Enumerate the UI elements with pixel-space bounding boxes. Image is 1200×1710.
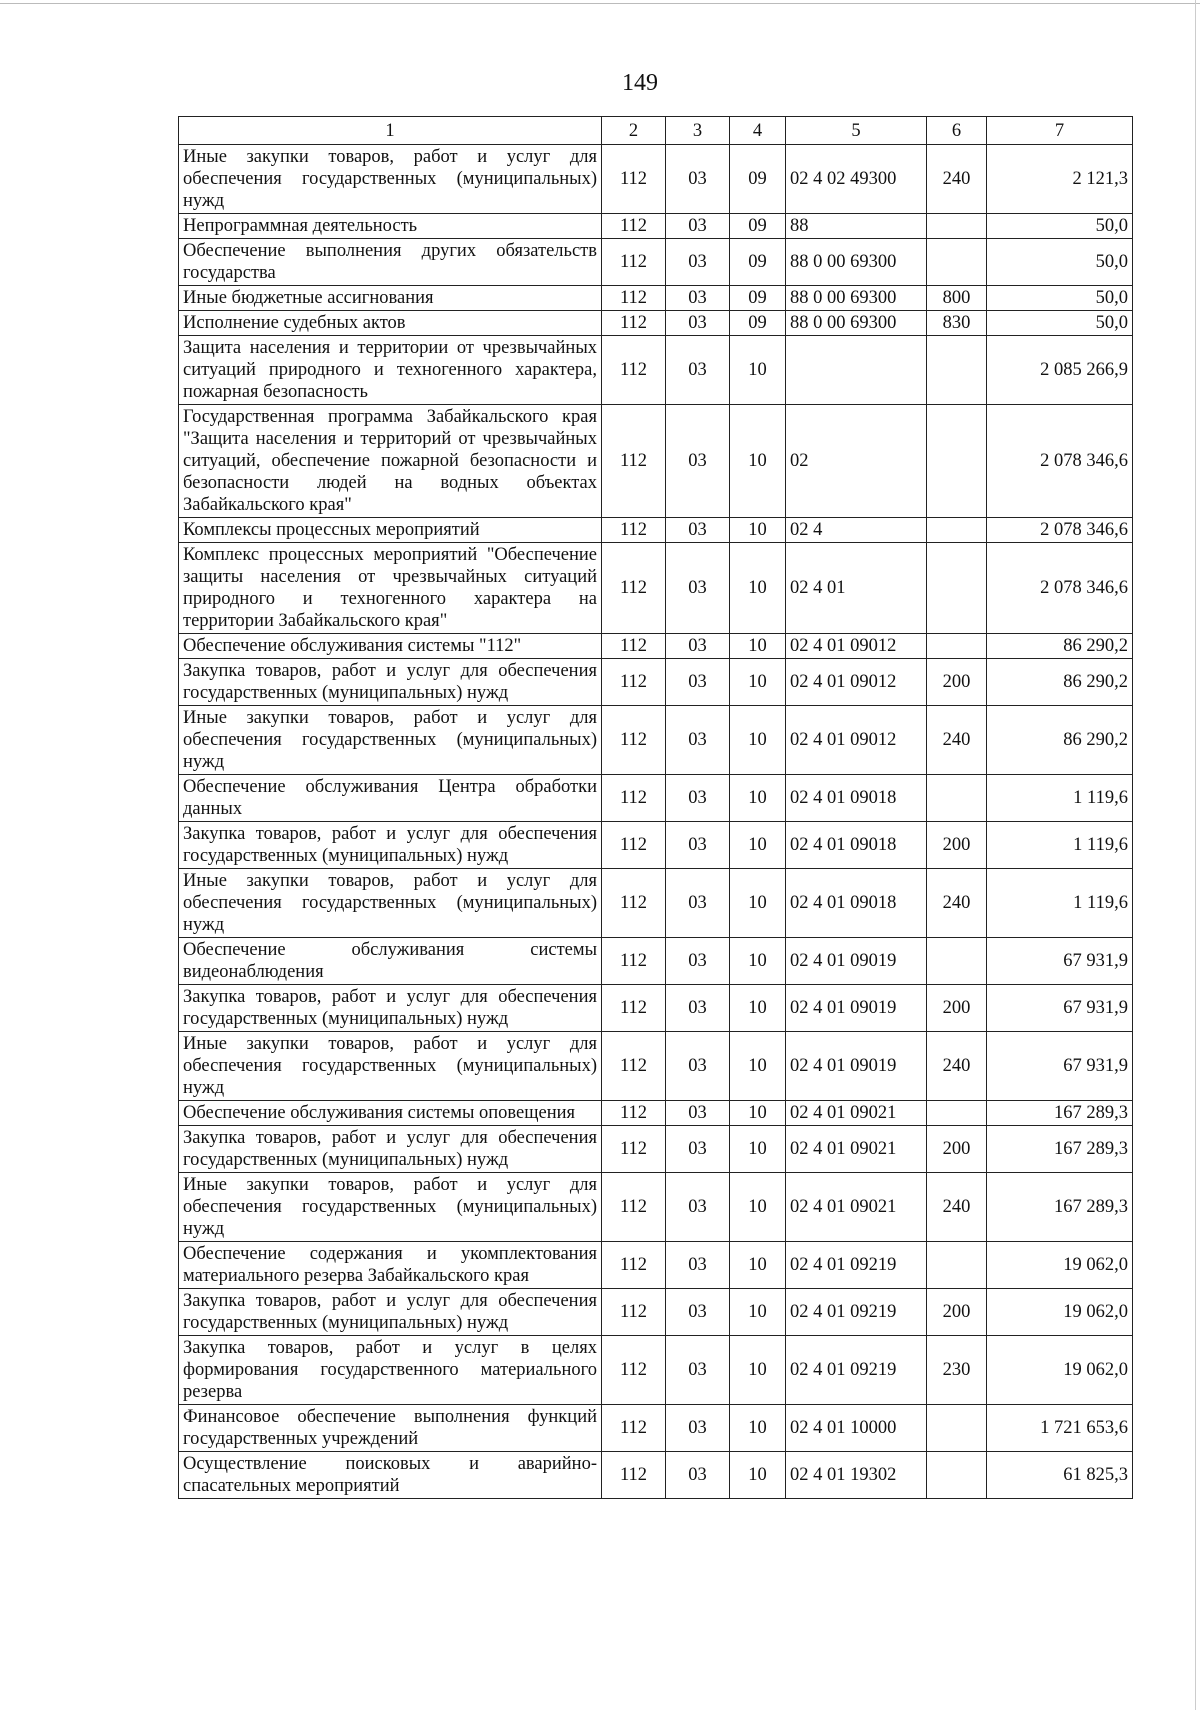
expense-type-cell [927, 775, 987, 822]
subsection-code-cell: 10 [730, 822, 786, 869]
table-row [179, 145, 1133, 214]
target-article-cell [786, 336, 927, 405]
header-cell: 5 [786, 117, 927, 145]
ministry-code-cell: 112 [602, 1173, 666, 1242]
table-row [179, 1452, 1133, 1499]
amount-cell: 50,0 [987, 286, 1133, 311]
subsection-code-cell: 10 [730, 1336, 786, 1405]
subsection-code-cell: 10 [730, 634, 786, 659]
expense-type-cell: 240 [927, 1173, 987, 1242]
ministry-code-cell: 112 [602, 985, 666, 1032]
table-row [179, 1242, 1133, 1289]
section-code-cell: 03 [666, 543, 730, 634]
amount-cell: 50,0 [987, 214, 1133, 239]
amount-cell: 1 119,6 [987, 822, 1133, 869]
expense-type-cell: 830 [927, 311, 987, 336]
expense-name-cell: Иные закупки товаров, работ и услуг для обеспечения государственных (муниципальных) нужд [179, 706, 602, 775]
ministry-code-cell: 112 [602, 1242, 666, 1289]
subsection-code-cell: 10 [730, 336, 786, 405]
amount-cell: 50,0 [987, 311, 1133, 336]
ministry-code-cell: 112 [602, 286, 666, 311]
table-row [179, 1101, 1133, 1126]
ministry-code-cell: 112 [602, 145, 666, 214]
expense-name-cell: Исполнение судебных актов [179, 311, 602, 336]
section-code-cell: 03 [666, 1126, 730, 1173]
table-row [179, 518, 1133, 543]
expense-name-cell: Иные закупки товаров, работ и услуг для обеспечения государственных (муниципальных) нужд [179, 869, 602, 938]
expense-type-cell [927, 1242, 987, 1289]
amount-cell: 86 290,2 [987, 634, 1133, 659]
subsection-code-cell: 10 [730, 706, 786, 775]
ministry-code-cell: 112 [602, 1289, 666, 1336]
ministry-code-cell: 112 [602, 1101, 666, 1126]
expense-type-cell [927, 1452, 987, 1499]
subsection-code-cell: 09 [730, 286, 786, 311]
header-cell: 2 [602, 117, 666, 145]
amount-cell: 19 062,0 [987, 1242, 1133, 1289]
expense-name-cell: Финансовое обеспечение выполнения функций государственных учреждений [179, 1405, 602, 1452]
expense-type-cell: 800 [927, 286, 987, 311]
expense-type-cell: 230 [927, 1336, 987, 1405]
expense-type-cell: 240 [927, 869, 987, 938]
subsection-code-cell: 10 [730, 518, 786, 543]
section-code-cell: 03 [666, 1032, 730, 1101]
section-code-cell: 03 [666, 214, 730, 239]
expense-name-cell: Обеспечение обслуживания Центра обработки данных [179, 775, 602, 822]
table-row [179, 311, 1133, 336]
expense-name-cell: Иные закупки товаров, работ и услуг для обеспечения государственных (муниципальных) нужд [179, 1032, 602, 1101]
ministry-code-cell: 112 [602, 869, 666, 938]
section-code-cell: 03 [666, 1336, 730, 1405]
amount-cell: 50,0 [987, 239, 1133, 286]
target-article-cell: 02 4 01 09021 [786, 1126, 927, 1173]
target-article-cell: 02 4 01 09012 [786, 634, 927, 659]
expense-name-cell: Иные закупки товаров, работ и услуг для обеспечения государственных (муниципальных) нужд [179, 145, 602, 214]
expense-type-cell: 200 [927, 985, 987, 1032]
ministry-code-cell: 112 [602, 706, 666, 775]
target-article-cell: 02 4 01 09012 [786, 659, 927, 706]
section-code-cell: 03 [666, 822, 730, 869]
target-article-cell: 02 4 01 09021 [786, 1101, 927, 1126]
amount-cell: 67 931,9 [987, 938, 1133, 985]
amount-cell: 2 121,3 [987, 145, 1133, 214]
table-row [179, 1405, 1133, 1452]
section-code-cell: 03 [666, 938, 730, 985]
ministry-code-cell: 112 [602, 634, 666, 659]
amount-cell: 1 119,6 [987, 869, 1133, 938]
target-article-cell: 02 4 01 09019 [786, 985, 927, 1032]
section-code-cell: 03 [666, 239, 730, 286]
ministry-code-cell: 112 [602, 543, 666, 634]
expense-name-cell: Закупка товаров, работ и услуг в целях формирования государственного материального резерва [179, 1336, 602, 1405]
table-row [179, 634, 1133, 659]
expense-type-cell: 200 [927, 1126, 987, 1173]
expense-type-cell: 240 [927, 706, 987, 775]
subsection-code-cell: 10 [730, 775, 786, 822]
section-code-cell: 03 [666, 286, 730, 311]
section-code-cell: 03 [666, 145, 730, 214]
amount-cell: 19 062,0 [987, 1289, 1133, 1336]
subsection-code-cell: 09 [730, 311, 786, 336]
ministry-code-cell: 112 [602, 938, 666, 985]
budget-table [178, 116, 1133, 1499]
ministry-code-cell: 112 [602, 1452, 666, 1499]
expense-type-cell [927, 1405, 987, 1452]
expense-name-cell: Обеспечение обслуживания системы видеонаблюдения [179, 938, 602, 985]
table-row [179, 214, 1133, 239]
table-row [179, 239, 1133, 286]
subsection-code-cell: 10 [730, 1173, 786, 1242]
table-row [179, 706, 1133, 775]
table-row [179, 1336, 1133, 1405]
page-number: 149 [622, 70, 658, 96]
target-article-cell: 02 4 01 [786, 543, 927, 634]
expense-name-cell: Осуществление поисковых и аварийно-спасательных мероприятий [179, 1452, 602, 1499]
target-article-cell: 02 4 01 09021 [786, 1173, 927, 1242]
subsection-code-cell: 10 [730, 985, 786, 1032]
section-code-cell: 03 [666, 1289, 730, 1336]
target-article-cell: 88 0 00 69300 [786, 286, 927, 311]
section-code-cell: 03 [666, 1101, 730, 1126]
target-article-cell: 02 4 01 10000 [786, 1405, 927, 1452]
ministry-code-cell: 112 [602, 775, 666, 822]
ministry-code-cell: 112 [602, 336, 666, 405]
expense-type-cell [927, 405, 987, 518]
table-row [179, 1126, 1133, 1173]
amount-cell: 86 290,2 [987, 706, 1133, 775]
expense-name-cell: Комплекс процессных мероприятий "Обеспечение защиты населения от чрезвычайных ситуаций природного и техногенного характера на территории Забайкальского края" [179, 543, 602, 634]
table-row [179, 659, 1133, 706]
target-article-cell: 02 4 01 09018 [786, 822, 927, 869]
expense-type-cell [927, 634, 987, 659]
expense-name-cell: Государственная программа Забайкальского края "Защита населения и территорий от чрезвычайных ситуаций, обеспечение пожарной безопасности и безопасности людей на водных объектах Забайкальского края" [179, 405, 602, 518]
expense-name-cell: Обеспечение обслуживания системы "112" [179, 634, 602, 659]
subsection-code-cell: 09 [730, 145, 786, 214]
table-row [179, 1173, 1133, 1242]
target-article-cell: 02 4 01 09219 [786, 1336, 927, 1405]
section-code-cell: 03 [666, 659, 730, 706]
section-code-cell: 03 [666, 985, 730, 1032]
expense-name-cell: Обеспечение выполнения других обязательств государства [179, 239, 602, 286]
expense-name-cell: Непрограммная деятельность [179, 214, 602, 239]
table-header-row [179, 117, 1133, 145]
target-article-cell: 02 4 02 49300 [786, 145, 927, 214]
expense-type-cell: 200 [927, 1289, 987, 1336]
table-row [179, 405, 1133, 518]
target-article-cell: 02 4 01 19302 [786, 1452, 927, 1499]
table-row [179, 869, 1133, 938]
amount-cell: 167 289,3 [987, 1173, 1133, 1242]
expense-name-cell: Обеспечение содержания и укомплектования материального резерва Забайкальского края [179, 1242, 602, 1289]
target-article-cell: 02 4 01 09219 [786, 1289, 927, 1336]
subsection-code-cell: 10 [730, 1242, 786, 1289]
amount-cell: 61 825,3 [987, 1452, 1133, 1499]
section-code-cell: 03 [666, 405, 730, 518]
scan-right-edge [1195, 0, 1196, 1710]
ministry-code-cell: 112 [602, 659, 666, 706]
table-row [179, 336, 1133, 405]
table-row [179, 822, 1133, 869]
expense-name-cell: Комплексы процессных мероприятий [179, 518, 602, 543]
ministry-code-cell: 112 [602, 214, 666, 239]
expense-name-cell: Обеспечение обслуживания системы оповещения [179, 1101, 602, 1126]
expense-name-cell: Закупка товаров, работ и услуг для обеспечения государственных (муниципальных) нужд [179, 985, 602, 1032]
expense-type-cell [927, 214, 987, 239]
ministry-code-cell: 112 [602, 518, 666, 543]
subsection-code-cell: 10 [730, 1032, 786, 1101]
amount-cell: 67 931,9 [987, 1032, 1133, 1101]
target-article-cell: 02 4 01 09018 [786, 869, 927, 938]
section-code-cell: 03 [666, 336, 730, 405]
expense-name-cell: Защита населения и территории от чрезвычайных ситуаций природного и техногенного характера, пожарная безопасность [179, 336, 602, 405]
expense-name-cell: Закупка товаров, работ и услуг для обеспечения государственных (муниципальных) нужд [179, 659, 602, 706]
header-cell: 3 [666, 117, 730, 145]
section-code-cell: 03 [666, 869, 730, 938]
ministry-code-cell: 112 [602, 1032, 666, 1101]
subsection-code-cell: 10 [730, 938, 786, 985]
target-article-cell: 88 0 00 69300 [786, 239, 927, 286]
expense-type-cell: 240 [927, 1032, 987, 1101]
amount-cell: 67 931,9 [987, 985, 1133, 1032]
expense-type-cell: 200 [927, 822, 987, 869]
ministry-code-cell: 112 [602, 405, 666, 518]
subsection-code-cell: 10 [730, 659, 786, 706]
subsection-code-cell: 09 [730, 239, 786, 286]
section-code-cell: 03 [666, 706, 730, 775]
ministry-code-cell: 112 [602, 1336, 666, 1405]
amount-cell: 2 078 346,6 [987, 543, 1133, 634]
expense-name-cell: Закупка товаров, работ и услуг для обеспечения государственных (муниципальных) нужд [179, 1126, 602, 1173]
subsection-code-cell: 10 [730, 1405, 786, 1452]
target-article-cell: 02 [786, 405, 927, 518]
ministry-code-cell: 112 [602, 311, 666, 336]
table-row [179, 985, 1133, 1032]
expense-type-cell [927, 239, 987, 286]
scan-top-edge [0, 3, 1200, 4]
expense-type-cell: 240 [927, 145, 987, 214]
expense-type-cell [927, 336, 987, 405]
section-code-cell: 03 [666, 775, 730, 822]
subsection-code-cell: 10 [730, 869, 786, 938]
table-row [179, 775, 1133, 822]
section-code-cell: 03 [666, 1452, 730, 1499]
target-article-cell: 02 4 01 09219 [786, 1242, 927, 1289]
subsection-code-cell: 10 [730, 1101, 786, 1126]
section-code-cell: 03 [666, 1173, 730, 1242]
target-article-cell: 02 4 01 09018 [786, 775, 927, 822]
subsection-code-cell: 10 [730, 405, 786, 518]
ministry-code-cell: 112 [602, 239, 666, 286]
ministry-code-cell: 112 [602, 1126, 666, 1173]
target-article-cell: 88 0 00 69300 [786, 311, 927, 336]
expense-type-cell [927, 1101, 987, 1126]
section-code-cell: 03 [666, 634, 730, 659]
target-article-cell: 02 4 01 09019 [786, 938, 927, 985]
expense-name-cell: Иные закупки товаров, работ и услуг для обеспечения государственных (муниципальных) нужд [179, 1173, 602, 1242]
ministry-code-cell: 112 [602, 822, 666, 869]
amount-cell: 19 062,0 [987, 1336, 1133, 1405]
expense-name-cell: Закупка товаров, работ и услуг для обеспечения государственных (муниципальных) нужд [179, 822, 602, 869]
expense-type-cell [927, 543, 987, 634]
expense-name-cell: Иные бюджетные ассигнования [179, 286, 602, 311]
target-article-cell: 88 [786, 214, 927, 239]
table-row [179, 1032, 1133, 1101]
amount-cell: 167 289,3 [987, 1101, 1133, 1126]
expense-type-cell [927, 518, 987, 543]
header-cell: 1 [179, 117, 602, 145]
amount-cell: 167 289,3 [987, 1126, 1133, 1173]
section-code-cell: 03 [666, 518, 730, 543]
header-cell: 7 [987, 117, 1133, 145]
expense-type-cell [927, 938, 987, 985]
subsection-code-cell: 10 [730, 1452, 786, 1499]
subsection-code-cell: 09 [730, 214, 786, 239]
amount-cell: 2 078 346,6 [987, 405, 1133, 518]
amount-cell: 2 078 346,6 [987, 518, 1133, 543]
table-row [179, 938, 1133, 985]
section-code-cell: 03 [666, 1242, 730, 1289]
subsection-code-cell: 10 [730, 1289, 786, 1336]
expense-name-cell: Закупка товаров, работ и услуг для обеспечения государственных (муниципальных) нужд [179, 1289, 602, 1336]
table-row [179, 543, 1133, 634]
table-row [179, 286, 1133, 311]
table-row [179, 1289, 1133, 1336]
amount-cell: 2 085 266,9 [987, 336, 1133, 405]
table-body [179, 145, 1133, 1499]
target-article-cell: 02 4 01 09019 [786, 1032, 927, 1101]
expense-type-cell: 200 [927, 659, 987, 706]
section-code-cell: 03 [666, 1405, 730, 1452]
amount-cell: 1 721 653,6 [987, 1405, 1133, 1452]
amount-cell: 86 290,2 [987, 659, 1133, 706]
ministry-code-cell: 112 [602, 1405, 666, 1452]
subsection-code-cell: 10 [730, 1126, 786, 1173]
target-article-cell: 02 4 01 09012 [786, 706, 927, 775]
target-article-cell: 02 4 [786, 518, 927, 543]
amount-cell: 1 119,6 [987, 775, 1133, 822]
subsection-code-cell: 10 [730, 543, 786, 634]
header-cell: 4 [730, 117, 786, 145]
header-cell: 6 [927, 117, 987, 145]
section-code-cell: 03 [666, 311, 730, 336]
